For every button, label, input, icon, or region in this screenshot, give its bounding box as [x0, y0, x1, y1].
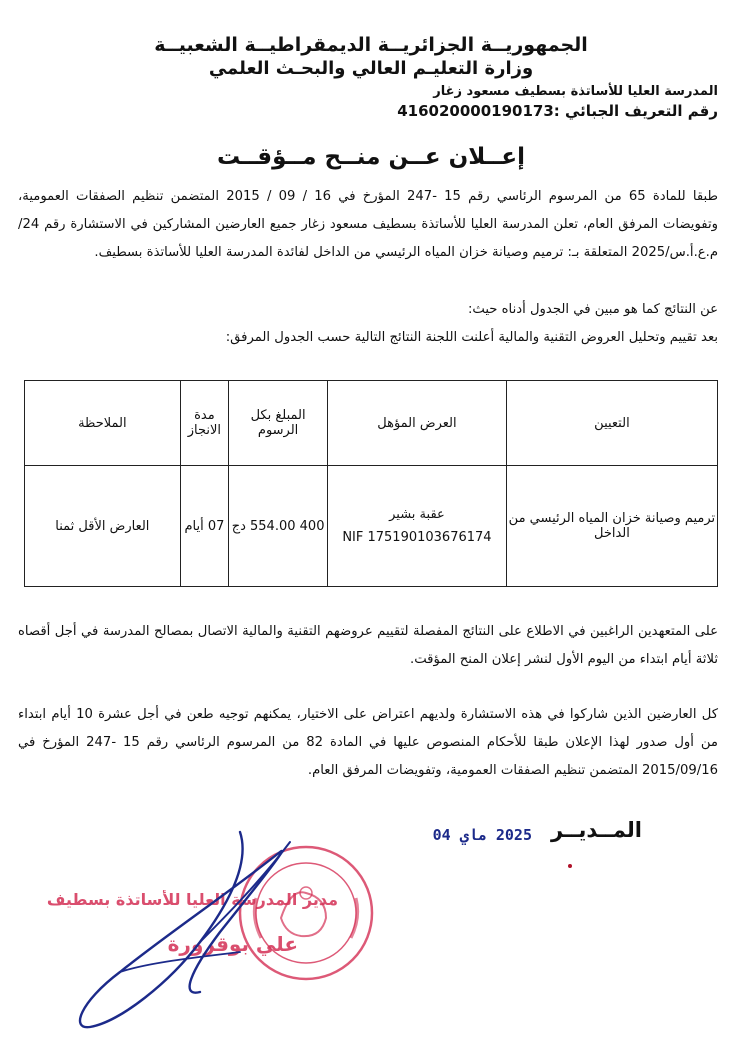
- results-intro: عن النتائج كما هو مبين في الجدول أدناه حيث:: [467, 302, 718, 317]
- evaluation-paragraph: بعد تقييم وتحليل العروض التقنية والمالية أعلنت اللجنة النتائج التالية حسب الجدول المرفق:: [225, 330, 718, 345]
- header-duration: مدة الانجاز: [180, 381, 228, 466]
- signature-date: 2025 ماي 04: [432, 826, 532, 844]
- table-header-row: [25, 381, 718, 466]
- document-title: إعــلان عــن منــح مــؤقــت: [216, 144, 525, 170]
- stamp-institution: مدير المدرسة العليا للأساتذة بسطيف: [46, 890, 338, 909]
- institution-name: المدرسة العليا للأساتذة بسطيف مسعود زغار: [433, 84, 718, 99]
- cell-note: العارض الأقل ثمنا: [25, 466, 181, 587]
- signatory-title: المــديــر: [551, 818, 642, 842]
- cell-designation: ترميم وصيانة خزان المياه الرئيسي من الداخل: [506, 466, 717, 587]
- ink-dot: [568, 864, 572, 868]
- republic-heading: الجمهوريــة الجزائريــة الديمقراطيــة الشعبيــة: [154, 34, 588, 56]
- stamp-director-name: علي بوقرورة: [167, 932, 298, 956]
- cell-qualified-bid: [328, 466, 507, 587]
- cell-duration: 07 أيام: [180, 466, 228, 587]
- invitation-paragraph: على المتعهدين الراغبين في الاطلاع على النتائج المفصلة لتقييم عروضهم التقنية والمالية الاتصال بمصالح المدرسة في أجل أقصاه ثلاثة أيام ابتداء من اليوم الأول لنشر إعلان المنح المؤقت.: [18, 624, 718, 667]
- cell-amount: 400 554.00 دج: [229, 466, 328, 587]
- bidder-nif: NIF 175190103676174: [342, 530, 492, 545]
- header-designation: التعيين: [506, 381, 717, 466]
- header-note: الملاحظة: [25, 381, 181, 466]
- tax-id: رقم التعريف الجبائي :416020000190173: [397, 102, 718, 120]
- bidder-name: عقبة بشير: [389, 507, 445, 522]
- appeal-paragraph: كل العارضين الذين شاركوا في هذه الاستشارة ولديهم اعتراض على الاختيار، يمكنهم توجيه طعن في أجل عشرة 10 أيام ابتداء من أول صدور لهذا الإعلان طبقا للأحكام المنصوص عليها في المادة 82 من المرسوم الرئاسي رقم 15 -247 المؤرخ في 2015/09/16 المتضمن تنظيم الصفقات العمومية، وتفويضات المرفق العام.: [18, 707, 718, 778]
- ministry-heading: وزارة التعليـم العالي والبحـث العلمي: [208, 58, 534, 79]
- handwritten-signature-icon: [60, 822, 360, 1032]
- results-table: [24, 380, 718, 587]
- header-amount: المبلغ بكل الرسوم: [229, 381, 328, 466]
- table-row: [25, 466, 718, 587]
- intro-paragraph: طبقا للمادة 65 من المرسوم الرئاسي رقم 15 -247 المؤرخ في 16 / 09 / 2015 المتضمن تنظيم الصفقات العمومية، وتفويضات المرفق العام، تعلن المدرسة العليا للأساتذة بسطيف مسعود زغار جميع العارضين المشاركين في الاستشارة رقم 24/م.ع.أ.س/2025 المتعلقة بـ: ترميم وصيانة خزان المياه الرئيسي من الداخل لفائدة المدرسة العليا للأساتذة بسطيف.: [18, 189, 719, 260]
- header-qualified-bid: العرض المؤهل: [328, 381, 507, 466]
